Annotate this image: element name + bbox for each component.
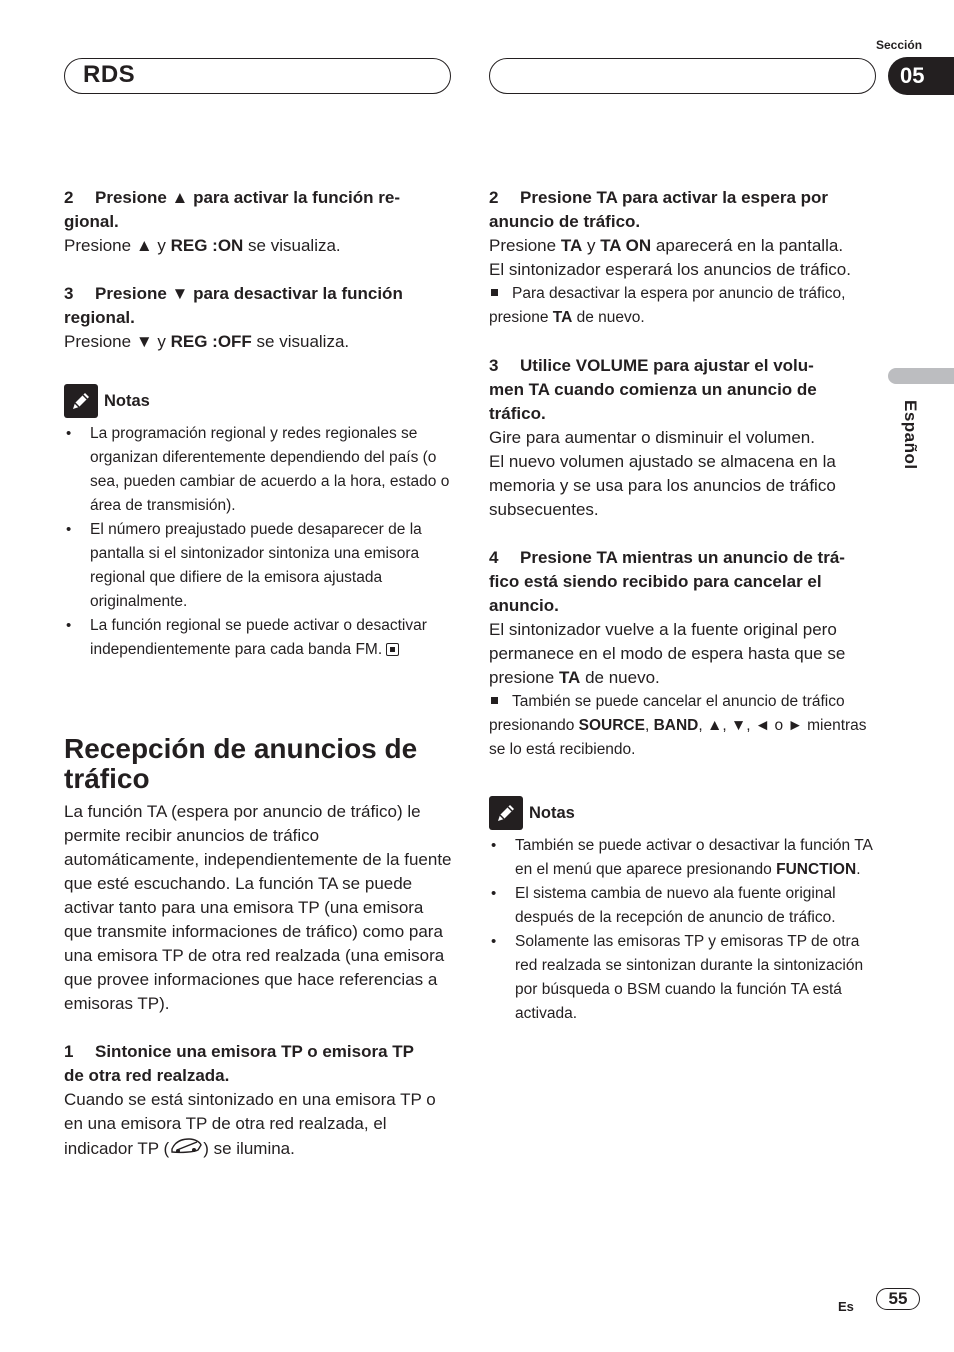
- square-bullet-icon: [491, 697, 498, 704]
- note-item: • Solamente las emisoras TP y emisoras TP de otra red realzada se sintonizan durante la sintonización por búsqueda o BSM cuando la función TA está activada.: [489, 930, 877, 1026]
- section-number-tab: 05: [888, 57, 954, 95]
- step-2-ta-body-2: El sintonizador esperará los anuncios de tráfico.: [489, 260, 851, 279]
- step-1-tune-title: 1 Sintonice una emisora TP o emisora TP de otra red realzada.: [64, 1042, 414, 1085]
- step-3-volume-title: 3 Utilice VOLUME para ajustar el volu- men TA cuando comienza un anuncio de tráfico.: [489, 356, 817, 423]
- language-tab-bar: [888, 368, 954, 384]
- step-3-regional-off-title: 3 Presione ▼ para desactivar la función regional.: [64, 284, 403, 327]
- step-4-cancel-body: El sintonizador vuelve a la fuente original pero permanece en el modo de espera hasta que se presione TA de nuevo.: [489, 620, 846, 687]
- step-2-ta-body-1: Presione TA y TA ON aparecerá en la pantalla.: [489, 236, 844, 255]
- note-item: • También se puede activar o desactivar la función TA en el menú que aparece presionando FUNCTION.: [489, 834, 877, 882]
- footer-language: Es: [838, 1299, 854, 1314]
- notes-list-right: [489, 834, 877, 1026]
- step-3-volume-body-2: El nuevo volumen ajustado se almacena en la memoria y se usa para los anuncios de tráfico subsecuentes.: [489, 452, 836, 519]
- pencil-note-icon: [64, 384, 98, 418]
- section-label: Sección: [876, 38, 923, 52]
- intro-paragraph: La función TA (espera por anuncio de tráfico) le permite recibir anuncios de tráfico automáticamente, independientemente de la fuente que esté escuchando. La función TA se puede activar tanto para una emisora TP (una emisora que transmite informaciones de tráfico) como para una emisora TP de otra red realzada (una emisora que provee informaciones que hace referencias a emisoras TP).: [64, 802, 452, 1013]
- notes-header-right: [489, 796, 877, 830]
- step-2-regional-on-body: Presione ▲ y REG :ON se visualiza.: [64, 236, 341, 255]
- note-item: • La función regional se puede activar o desactivar independientemente para cada banda FM.: [64, 614, 452, 662]
- page-number: 55: [876, 1288, 920, 1310]
- step-4-cancel-note: También se puede cancelar el anuncio de tráfico presionando SOURCE, BAND, ▲, ▼, ◄ o ► mientras se lo está recibiendo.: [489, 693, 867, 758]
- language-tab-label: Español: [901, 400, 920, 470]
- step-3-volume-body-1: Gire para aumentar o disminuir el volumen.: [489, 428, 815, 447]
- right-column: [489, 186, 877, 1026]
- left-column: [64, 186, 452, 1163]
- header-right-bar: [489, 58, 876, 94]
- step-1-tune-body: Cuando se está sintonizado en una emisora TP o en una emisora TP de otra red realzada, el indicador TP ( ) se ilumina.: [64, 1088, 452, 1163]
- step-3-regional-off-body: Presione ▼ y REG :OFF se visualiza.: [64, 332, 350, 351]
- square-bullet-icon: [491, 289, 498, 296]
- note-item: • El número preajustado puede desaparecer de la pantalla si el sintonizador sintoniza una emisora regional que difiere de la emisora ajustada originalmente.: [64, 518, 452, 614]
- tp-indicator-icon: [169, 1136, 203, 1163]
- note-item: • La programación regional y redes regionales se organizan diferentemente dependiendo del país (o sea, pueden cambiar de acuerdo a la hora, estado o área de transmisión).: [64, 422, 452, 518]
- notes-header-left: [64, 384, 452, 418]
- pencil-note-icon: [489, 796, 523, 830]
- step-2-regional-on-title: 2 Presione ▲ para activar la función re- gional.: [64, 188, 400, 231]
- step-2-ta-note: Para desactivar la espera por anuncio de tráfico, presione TA de nuevo.: [489, 285, 846, 326]
- notes-label: Notas: [529, 803, 575, 822]
- section-title: RDS: [83, 61, 136, 88]
- step-4-cancel-title: 4 Presione TA mientras un anuncio de trá- fico está siendo recibido para cancelar el anuncio.: [489, 548, 845, 615]
- notes-label: Notas: [104, 391, 150, 410]
- header-left-bar: [64, 58, 451, 94]
- notes-list-left: [64, 422, 452, 662]
- end-of-section-icon: [386, 643, 399, 656]
- note-item: • El sistema cambia de nuevo ala fuente original después de la recepción de anuncio de tráfico.: [489, 882, 877, 930]
- step-2-ta-title: 2 Presione TA para activar la espera por anuncio de tráfico.: [489, 188, 829, 231]
- section-heading: Recepción de anuncios de tráfico: [64, 733, 418, 794]
